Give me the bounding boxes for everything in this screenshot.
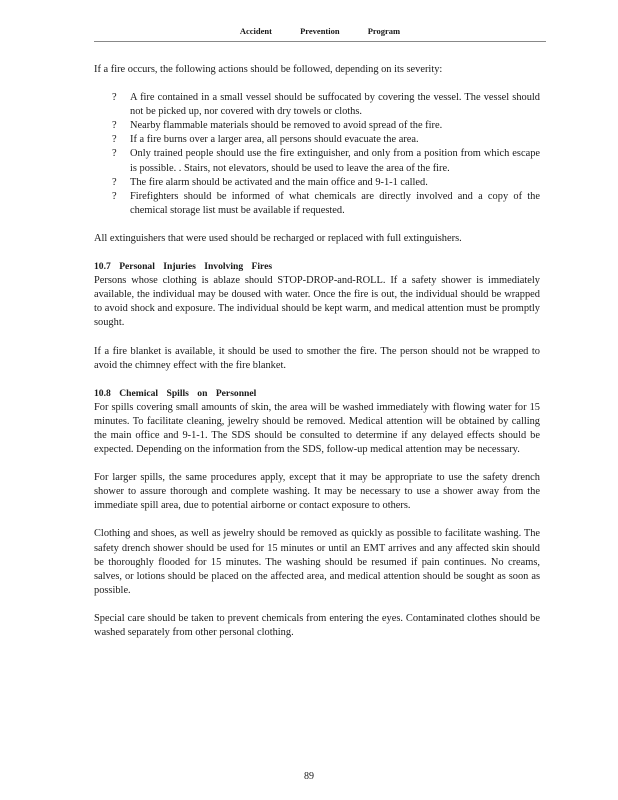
page-number: 89 xyxy=(304,771,314,782)
paragraph: Special care should be taken to prevent chemicals from entering the eyes. Contaminated clothes should be washed separately from other personal clothing. xyxy=(94,612,540,638)
list-item-text: A fire contained in a small vessel should be suffocated by covering the vessel. The vessel should not be picked up, nor covered with dry towels or cloths. xyxy=(130,92,540,118)
bullet-icon: ? xyxy=(112,92,117,104)
list-item-text: Firefighters should be informed of what chemicals are directly involved and a copy of the chemical storage list must be available if requested. xyxy=(130,190,540,216)
bullet-icon: ? xyxy=(112,148,117,160)
list-item xyxy=(112,119,540,133)
paragraph: For spills covering small amounts of skin, the area will be washed immediately with flowing water for 15 minutes. To facilitate cleaning, jewelry should be removed. Medical attention will be obtained by calling the main office and 9-1-1. The SDS should be consulted to determine if any delayed effects should be expected. Depending on the information from the SDS, follow-up medical attention may be necessary. xyxy=(94,401,540,456)
fire-actions-list xyxy=(94,91,540,218)
paragraph: Persons whose clothing is ablaze should STOP-DROP-and-ROLL. If a safety shower is immediately available, the individual may be doused with water. Once the fire is out, the individual should be wrapped to avoid shock and exposure. The individual should be kept warm, and medical attention must be promptly sought. xyxy=(94,275,540,329)
paragraph: For larger spills, the same procedures apply, except that it may be appropriate to use the safety drench shower to assure thorough and complete washing. It may be necessary to use a shower away from the immediate spill area, due to potential airborne or contact exposure to others. xyxy=(94,472,540,512)
paragraph: If a fire blanket is available, it should be used to smother the fire. The person should not be wrapped to avoid the chimney effect with the fire blanket. xyxy=(94,345,540,371)
list-item-text: The fire alarm should be activated and the main office and 9-1-1 called. xyxy=(130,176,428,188)
list-item xyxy=(112,147,540,175)
list-item xyxy=(112,91,540,119)
bullet-icon: ? xyxy=(112,120,117,132)
list-item xyxy=(112,176,540,190)
list-item xyxy=(112,190,540,218)
section-heading: 10.7 Personal Injuries Involving Fires xyxy=(94,261,273,273)
list-item xyxy=(112,133,540,147)
list-item-text: Only trained people should use the fire extinguisher, and only from a position from which escape is possible. . Stairs, not elevators, should be used to leave the area of the fire. xyxy=(130,148,540,174)
page-header: Accident Prevention Program xyxy=(94,26,546,42)
section-chemical-spills xyxy=(94,387,540,640)
bullet-icon: ? xyxy=(112,190,117,202)
section-heading: 10.8 Chemical Spills on Personnel xyxy=(94,387,257,399)
list-item-text: Nearby flammable materials should be removed to avoid spread of the fire. xyxy=(130,120,443,132)
extinguishers-paragraph: All extinguishers that were used should be recharged or replaced with full extinguishers. xyxy=(94,232,462,244)
list-item-text: If a fire burns over a larger area, all persons should evacuate the area. xyxy=(130,134,419,146)
paragraph: Clothing and shoes, as well as jewelry should be removed as quickly as possible to facilitate washing. The safety drench shower should be used for 15 minutes or until an EMT arrives and any affected skin should be thoroughly flooded for 15 minutes. The washing should be resumed if pain continues. No creams, salves, or lotions should be placed on the affected area, and medical attention should be sought as soon as possible. xyxy=(94,528,540,596)
intro-paragraph: If a fire occurs, the following actions should be followed, depending on its severity: xyxy=(94,64,443,75)
section-personal-injuries xyxy=(94,260,540,373)
bullet-icon: ? xyxy=(112,176,117,188)
document-body xyxy=(94,63,540,654)
bullet-icon: ? xyxy=(112,134,117,146)
